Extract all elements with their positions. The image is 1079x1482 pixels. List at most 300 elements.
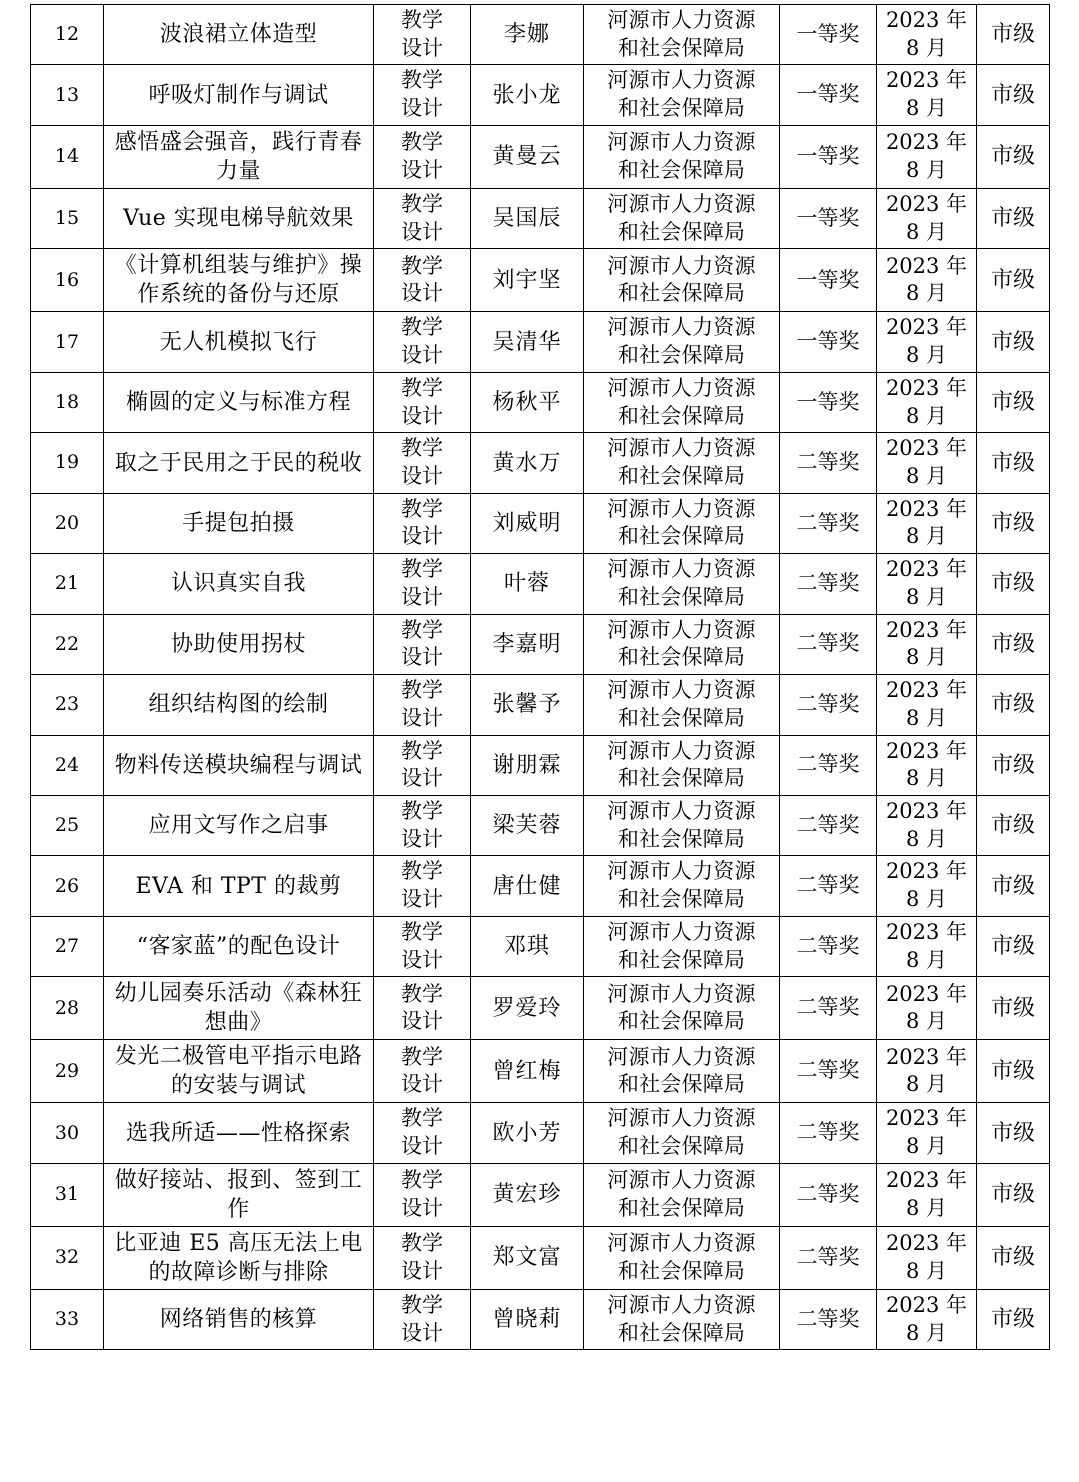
table-row (31, 493, 1050, 553)
cell-title-line1: 呼吸灯制作与调试 (148, 82, 329, 108)
cell-date-line1: 2023 年 (885, 375, 968, 400)
cell-organization-line2: 和社会保障局 (617, 887, 746, 912)
cell-date-line1: 2023 年 (885, 919, 968, 944)
cell-author: 黄水万 (471, 433, 584, 493)
table-row (31, 5, 1050, 65)
cell-title (104, 433, 374, 493)
cell-award: 二等奖 (780, 1289, 877, 1349)
cell-author: 曾红梅 (471, 1040, 584, 1103)
cell-organization-line1: 河源市人力资源 (607, 678, 756, 703)
cell-date-line2: 8 月 (905, 1072, 948, 1097)
cell-category (374, 1103, 471, 1163)
cell-organization-line1: 河源市人力资源 (607, 315, 756, 340)
cell-date-line1: 2023 年 (885, 1292, 968, 1317)
cell-date-line2: 8 月 (905, 1195, 948, 1220)
cell-organization-line1: 河源市人力资源 (607, 8, 756, 32)
table-row (31, 125, 1050, 188)
cell-date-line1: 2023 年 (885, 68, 968, 93)
cell-index: 22 (31, 614, 104, 674)
cell-organization-line2: 和社会保障局 (617, 645, 746, 670)
cell-category-line1: 教学 (401, 981, 443, 1006)
cell-category-line2: 设计 (401, 766, 443, 791)
cell-level: 市级 (977, 614, 1050, 674)
cell-category (374, 1226, 471, 1289)
cell-organization-line2: 和社会保障局 (617, 705, 746, 730)
cell-organization (584, 188, 780, 248)
table-row (31, 249, 1050, 312)
cell-award: 一等奖 (780, 65, 877, 125)
cell-organization (584, 5, 780, 65)
cell-author: 吴清华 (471, 312, 584, 372)
cell-index: 12 (31, 5, 104, 65)
cell-date-line2: 8 月 (905, 524, 948, 549)
cell-category (374, 1289, 471, 1349)
cell-category-line1: 教学 (401, 919, 443, 944)
cell-date-line2: 8 月 (905, 887, 948, 912)
cell-level: 市级 (977, 249, 1050, 312)
cell-title (104, 65, 374, 125)
cell-date (877, 554, 977, 614)
cell-level: 市级 (977, 493, 1050, 553)
cell-organization-line1: 河源市人力资源 (607, 496, 756, 521)
cell-date (877, 312, 977, 372)
cell-category-line2: 设计 (401, 826, 443, 851)
cell-date (877, 433, 977, 493)
cell-index: 24 (31, 735, 104, 795)
cell-date-line2: 8 月 (905, 1009, 948, 1034)
cell-category-line1: 教学 (401, 1106, 443, 1131)
cell-organization (584, 554, 780, 614)
cell-level: 市级 (977, 65, 1050, 125)
table-row (31, 675, 1050, 735)
cell-author: 李娜 (471, 5, 584, 65)
cell-organization-line2: 和社会保障局 (617, 1195, 746, 1220)
cell-title-line2: 想曲》 (204, 1010, 273, 1036)
cell-date-line2: 8 月 (905, 1134, 948, 1159)
cell-category (374, 249, 471, 312)
cell-level: 市级 (977, 1226, 1050, 1289)
cell-date-line1: 2023 年 (885, 496, 968, 521)
cell-author: 邓琪 (471, 916, 584, 976)
cell-level: 市级 (977, 312, 1050, 372)
cell-category-line2: 设计 (401, 96, 443, 121)
cell-organization-line1: 河源市人力资源 (607, 1168, 756, 1193)
cell-author: 曾晓莉 (471, 1289, 584, 1349)
cell-category (374, 856, 471, 916)
cell-category-line2: 设计 (401, 281, 443, 306)
cell-date-line1: 2023 年 (885, 1168, 968, 1193)
table-row (31, 433, 1050, 493)
cell-index: 31 (31, 1163, 104, 1226)
cell-date-line2: 8 月 (905, 281, 948, 306)
cell-date (877, 188, 977, 248)
cell-date-line1: 2023 年 (885, 8, 968, 32)
cell-category-line1: 教学 (401, 617, 443, 642)
cell-organization-line2: 和社会保障局 (617, 157, 746, 182)
cell-organization-line2: 和社会保障局 (617, 1320, 746, 1345)
cell-category-line1: 教学 (401, 557, 443, 582)
cell-level: 市级 (977, 977, 1050, 1040)
cell-level: 市级 (977, 433, 1050, 493)
cell-organization-line2: 和社会保障局 (617, 1072, 746, 1097)
cell-index: 15 (31, 188, 104, 248)
cell-title-line2: 力量 (215, 158, 261, 184)
cell-award: 一等奖 (780, 372, 877, 432)
cell-award: 二等奖 (780, 493, 877, 553)
cell-category-line1: 教学 (401, 130, 443, 155)
cell-date-line2: 8 月 (905, 35, 948, 60)
cell-title (104, 1163, 374, 1226)
cell-date-line1: 2023 年 (885, 859, 968, 884)
cell-title-line1: 椭圆的定义与标准方程 (125, 390, 351, 416)
cell-organization-line2: 和社会保障局 (617, 1009, 746, 1034)
cell-index: 29 (31, 1040, 104, 1103)
cell-date-line2: 8 月 (905, 219, 948, 244)
cell-index: 18 (31, 372, 104, 432)
table-row (31, 65, 1050, 125)
cell-index: 32 (31, 1226, 104, 1289)
cell-date (877, 249, 977, 312)
cell-organization-line1: 河源市人力资源 (607, 1231, 756, 1256)
cell-date-line2: 8 月 (905, 645, 948, 670)
cell-organization-line2: 和社会保障局 (617, 524, 746, 549)
cell-level: 市级 (977, 372, 1050, 432)
cell-date (877, 856, 977, 916)
cell-title-line1: 组织结构图的绘制 (148, 692, 329, 718)
cell-date (877, 916, 977, 976)
cell-category (374, 188, 471, 248)
cell-category (374, 433, 471, 493)
cell-award: 二等奖 (780, 916, 877, 976)
cell-category (374, 5, 471, 65)
cell-organization-line2: 和社会保障局 (617, 403, 746, 428)
cell-title-line1: 应用文写作之启事 (148, 813, 329, 839)
cell-category-line2: 设计 (401, 1072, 443, 1097)
table-row (31, 614, 1050, 674)
cell-date (877, 1289, 977, 1349)
cell-author: 罗爱玲 (471, 977, 584, 1040)
cell-category-line2: 设计 (401, 524, 443, 549)
cell-title-line1: 感悟盛会强音，践行青春 (114, 129, 363, 155)
cell-award: 二等奖 (780, 554, 877, 614)
cell-organization-line1: 河源市人力资源 (607, 617, 756, 642)
cell-title-line2: 的故障诊断与排除 (148, 1259, 329, 1285)
cell-title (104, 795, 374, 855)
cell-category (374, 675, 471, 735)
cell-date-line1: 2023 年 (885, 798, 968, 823)
cell-title-line1: 做好接站、报到、签到工 (114, 1167, 363, 1193)
cell-category-line2: 设计 (401, 157, 443, 182)
cell-organization-line1: 河源市人力资源 (607, 191, 756, 216)
table-row (31, 856, 1050, 916)
cell-date (877, 125, 977, 188)
cell-title (104, 1289, 374, 1349)
cell-organization-line1: 河源市人力资源 (607, 738, 756, 763)
cell-date-line1: 2023 年 (885, 557, 968, 582)
cell-title-line1: Vue 实现电梯导航效果 (123, 206, 354, 232)
cell-category (374, 614, 471, 674)
cell-date-line1: 2023 年 (885, 253, 968, 278)
cell-organization-line2: 和社会保障局 (617, 464, 746, 489)
cell-level: 市级 (977, 856, 1050, 916)
cell-author: 李嘉明 (471, 614, 584, 674)
cell-award: 二等奖 (780, 795, 877, 855)
cell-title (104, 1040, 374, 1103)
cell-award: 一等奖 (780, 188, 877, 248)
cell-category (374, 977, 471, 1040)
cell-organization (584, 1289, 780, 1349)
cell-category (374, 65, 471, 125)
cell-level: 市级 (977, 916, 1050, 976)
table-row (31, 735, 1050, 795)
cell-date-line1: 2023 年 (885, 191, 968, 216)
cell-date (877, 65, 977, 125)
cell-award: 二等奖 (780, 614, 877, 674)
cell-award: 二等奖 (780, 675, 877, 735)
cell-date (877, 372, 977, 432)
cell-organization-line2: 和社会保障局 (617, 343, 746, 368)
cell-organization-line1: 河源市人力资源 (607, 859, 756, 884)
cell-organization-line1: 河源市人力资源 (607, 375, 756, 400)
cell-category-line1: 教学 (401, 253, 443, 278)
cell-date-line2: 8 月 (905, 1258, 948, 1283)
cell-organization-line1: 河源市人力资源 (607, 1292, 756, 1317)
cell-author: 张馨予 (471, 675, 584, 735)
cell-date-line2: 8 月 (905, 157, 948, 182)
cell-title-line1: 手提包拍摄 (182, 510, 295, 536)
cell-category-line2: 设计 (401, 1134, 443, 1159)
table-row (31, 188, 1050, 248)
cell-award: 二等奖 (780, 977, 877, 1040)
cell-organization (584, 433, 780, 493)
cell-date-line2: 8 月 (905, 343, 948, 368)
cell-category (374, 735, 471, 795)
cell-organization-line2: 和社会保障局 (617, 584, 746, 609)
cell-category (374, 125, 471, 188)
cell-title (104, 249, 374, 312)
cell-author: 刘宇坚 (471, 249, 584, 312)
cell-category-line1: 教学 (401, 8, 443, 32)
cell-level: 市级 (977, 1289, 1050, 1349)
cell-date-line1: 2023 年 (885, 678, 968, 703)
cell-date-line2: 8 月 (905, 96, 948, 121)
cell-category-line2: 设计 (401, 403, 443, 428)
table-row (31, 1289, 1050, 1349)
cell-title-line1: 认识真实自我 (170, 571, 306, 597)
cell-organization-line1: 河源市人力资源 (607, 919, 756, 944)
cell-category-line1: 教学 (401, 436, 443, 461)
cell-level: 市级 (977, 5, 1050, 65)
cell-category-line2: 设计 (401, 343, 443, 368)
cell-date-line1: 2023 年 (885, 1106, 968, 1131)
cell-title-line1: 比亚迪 E5 高压无法上电 (114, 1230, 363, 1256)
cell-date (877, 614, 977, 674)
cell-author: 郑文富 (471, 1226, 584, 1289)
cell-date-line1: 2023 年 (885, 1231, 968, 1256)
cell-index: 23 (31, 675, 104, 735)
cell-organization-line1: 河源市人力资源 (607, 981, 756, 1006)
cell-category-line2: 设计 (401, 584, 443, 609)
cell-level: 市级 (977, 1103, 1050, 1163)
cell-organization (584, 977, 780, 1040)
cell-category-line2: 设计 (401, 464, 443, 489)
cell-index: 27 (31, 916, 104, 976)
cell-date-line1: 2023 年 (885, 315, 968, 340)
table-row (31, 372, 1050, 432)
cell-date (877, 1103, 977, 1163)
cell-category-line2: 设计 (401, 1195, 443, 1220)
cell-date-line2: 8 月 (905, 826, 948, 851)
cell-award: 二等奖 (780, 735, 877, 795)
cell-date (877, 1040, 977, 1103)
cell-index: 20 (31, 493, 104, 553)
cell-title (104, 312, 374, 372)
cell-category-line1: 教学 (401, 191, 443, 216)
cell-organization-line1: 河源市人力资源 (607, 436, 756, 461)
cell-award: 二等奖 (780, 1103, 877, 1163)
cell-category (374, 795, 471, 855)
cell-category (374, 1040, 471, 1103)
cell-date-line1: 2023 年 (885, 738, 968, 763)
cell-date-line1: 2023 年 (885, 981, 968, 1006)
cell-category (374, 916, 471, 976)
cell-category-line1: 教学 (401, 496, 443, 521)
cell-organization-line2: 和社会保障局 (617, 35, 746, 60)
cell-title-line1: 《计算机组装与维护》操 (114, 253, 363, 279)
cell-title-line1: 取之于民用之于民的税收 (114, 450, 363, 476)
cell-award: 一等奖 (780, 125, 877, 188)
cell-category-line2: 设计 (401, 1009, 443, 1034)
cell-award: 二等奖 (780, 856, 877, 916)
cell-title-line2: 作系统的备份与还原 (137, 282, 340, 308)
cell-level: 市级 (977, 1040, 1050, 1103)
cell-author: 杨秋平 (471, 372, 584, 432)
cell-author: 张小龙 (471, 65, 584, 125)
cell-title-line1: 选我所适——性格探索 (125, 1120, 351, 1146)
cell-organization (584, 675, 780, 735)
cell-author: 吴国辰 (471, 188, 584, 248)
award-table-body (31, 5, 1050, 1350)
cell-level: 市级 (977, 554, 1050, 614)
cell-category-line2: 设计 (401, 947, 443, 972)
table-row (31, 795, 1050, 855)
cell-category-line1: 教学 (401, 738, 443, 763)
cell-title (104, 372, 374, 432)
cell-title (104, 188, 374, 248)
cell-title-line1: 发光二极管电平指示电路 (114, 1044, 363, 1070)
cell-title-line1: 网络销售的核算 (159, 1307, 318, 1333)
cell-title (104, 1103, 374, 1163)
cell-level: 市级 (977, 188, 1050, 248)
cell-category-line1: 教学 (401, 1168, 443, 1193)
cell-organization (584, 1040, 780, 1103)
cell-date-line1: 2023 年 (885, 130, 968, 155)
cell-organization-line1: 河源市人力资源 (607, 557, 756, 582)
cell-award: 二等奖 (780, 433, 877, 493)
table-row (31, 1163, 1050, 1226)
cell-organization (584, 65, 780, 125)
cell-organization-line1: 河源市人力资源 (607, 68, 756, 93)
cell-award: 二等奖 (780, 1226, 877, 1289)
cell-category-line1: 教学 (401, 1292, 443, 1317)
cell-index: 26 (31, 856, 104, 916)
cell-organization (584, 916, 780, 976)
cell-category-line2: 设计 (401, 645, 443, 670)
cell-award: 二等奖 (780, 1040, 877, 1103)
cell-date-line2: 8 月 (905, 1320, 948, 1345)
cell-level: 市级 (977, 1163, 1050, 1226)
cell-title (104, 614, 374, 674)
cell-title-line1: 物料传送模块编程与调试 (114, 752, 363, 778)
cell-date (877, 977, 977, 1040)
cell-title (104, 1226, 374, 1289)
cell-title-line2: 的安装与调试 (170, 1073, 306, 1099)
cell-date (877, 675, 977, 735)
cell-category-line2: 设计 (401, 887, 443, 912)
cell-category-line1: 教学 (401, 68, 443, 93)
cell-category (374, 554, 471, 614)
table-row (31, 1103, 1050, 1163)
cell-date-line1: 2023 年 (885, 436, 968, 461)
cell-title-line1: 无人机模拟飞行 (159, 329, 318, 355)
cell-organization-line1: 河源市人力资源 (607, 1044, 756, 1069)
cell-organization-line2: 和社会保障局 (617, 826, 746, 851)
cell-date-line2: 8 月 (905, 705, 948, 730)
cell-award: 二等奖 (780, 1163, 877, 1226)
cell-organization (584, 312, 780, 372)
cell-organization (584, 614, 780, 674)
cell-title (104, 977, 374, 1040)
cell-title (104, 856, 374, 916)
cell-author: 刘威明 (471, 493, 584, 553)
cell-title-line1: 协助使用拐杖 (170, 631, 306, 657)
cell-category-line2: 设计 (401, 1258, 443, 1283)
table-row (31, 916, 1050, 976)
table-row (31, 312, 1050, 372)
cell-organization-line2: 和社会保障局 (617, 947, 746, 972)
cell-index: 21 (31, 554, 104, 614)
cell-organization (584, 856, 780, 916)
cell-organization (584, 249, 780, 312)
award-table (30, 4, 1050, 1350)
cell-date (877, 795, 977, 855)
cell-organization (584, 1226, 780, 1289)
cell-date (877, 1163, 977, 1226)
cell-award: 一等奖 (780, 249, 877, 312)
cell-category (374, 493, 471, 553)
cell-author: 黄宏珍 (471, 1163, 584, 1226)
cell-title-line1: 幼儿园奏乐活动《森林狂 (114, 981, 363, 1007)
cell-organization (584, 372, 780, 432)
cell-organization (584, 125, 780, 188)
cell-organization (584, 735, 780, 795)
cell-index: 16 (31, 249, 104, 312)
cell-date (877, 1226, 977, 1289)
cell-organization-line1: 河源市人力资源 (607, 130, 756, 155)
cell-organization-line2: 和社会保障局 (617, 219, 746, 244)
cell-award: 一等奖 (780, 5, 877, 65)
cell-index: 17 (31, 312, 104, 372)
cell-category-line2: 设计 (401, 35, 443, 60)
cell-category-line2: 设计 (401, 1320, 443, 1345)
cell-category (374, 372, 471, 432)
cell-organization-line2: 和社会保障局 (617, 1134, 746, 1159)
cell-category-line1: 教学 (401, 859, 443, 884)
cell-index: 13 (31, 65, 104, 125)
cell-level: 市级 (977, 675, 1050, 735)
cell-date-line2: 8 月 (905, 947, 948, 972)
cell-author: 谢朋霖 (471, 735, 584, 795)
